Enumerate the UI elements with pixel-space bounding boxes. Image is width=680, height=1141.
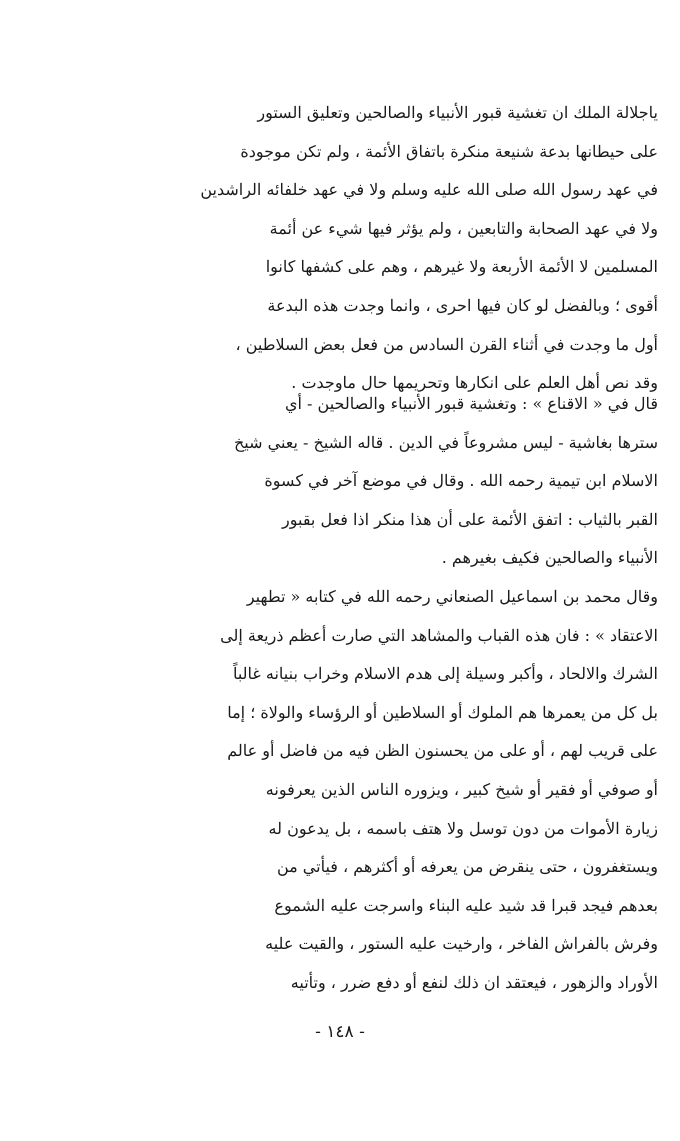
text-line: بعدهم فيجد قبرا قد شيد عليه البناء واسرجت عليه الشموع (274, 895, 658, 915)
page-number: - ١٤٨ - (315, 1022, 365, 1042)
text-line: في عهد رسول الله صلى الله عليه وسلم ولا في عهد خلفائه الراشدين (200, 180, 658, 200)
paragraph-3 (22, 578, 658, 1003)
text-line: أول ما وجدت في أثناء القرن السادس من فعل بعض السلاطين ، (235, 334, 658, 354)
text-line: ياجلالة الملك ان تغشية قبور الأنبياء والصالحين وتعليق الستور (257, 103, 658, 122)
text-line: على حيطانها بدعة شنيعة منكرة باتفاق الأئمة ، ولم تكن موجودة (240, 141, 658, 161)
text-line: الأوراد والزهور ، فيعتقد ان ذلك لنفع أو دفع ضرر ، وتأتيه (290, 972, 658, 992)
text-line: الاعتقاد » : فان هذه القباب والمشاهد التي صارت أعظم ذريعة إلى (220, 625, 658, 645)
text-line: سترها بغاشية - ليس مشروعاً في الدين . قاله الشيخ - يعني شيخ (233, 432, 658, 452)
paragraph-1 (22, 94, 658, 403)
text-line: ولا في عهد الصحابة والتابعين ، ولم يؤثر فيها شيء عن أئمة (269, 218, 658, 238)
paragraph-2 (22, 385, 658, 578)
text-line: أو صوفي أو فقير أو شيخ كبير ، ويزوره الناس الذين يعرفونه (265, 779, 658, 799)
text-line: الأنبياء والصالحين فكيف بغيرهم . (441, 548, 658, 568)
text-line: وقال محمد بن اسماعيل الصنعاني رحمه الله في كتابه « تطهير (246, 587, 658, 606)
text-line: على قريب لهم ، أو على من يحسنون الظن فيه من فاضل أو عالم (227, 741, 658, 761)
text-line: القبر بالثياب : اتفق الأئمة على أن هذا منكر اذا فعل بقبور (282, 509, 658, 529)
text-line: أقوى ؛ وبالفضل لو كان فيها احرى ، وانما وجدت هذه البدعة (267, 295, 658, 315)
text-line: زيارة الأموات من دون توسل ولا هتف باسمه ، بل يدعون له (268, 818, 658, 838)
text-line: وقد نص أهل العلم على انكارها وتحريمها حال ماوجدت . (291, 373, 658, 393)
text-line: الشرك والالحاد ، وأكبر وسيلة إلى هدم الاسلام وخراب بنيانه غالباً (232, 664, 658, 684)
text-line: بل كل من يعمرها هم الملوك أو السلاطين أو الرؤساء والولاة ؛ إما (227, 702, 658, 722)
text-line: المسلمين لا الأئمة الأربعة ولا غيرهم ، وهم على كشفها كانوا (265, 257, 658, 277)
text-line: ويستغفرون ، حتى ينقرض من يعرفه أو أكثرهم ، فيأتي من (276, 857, 658, 877)
text-line: الاسلام ابن تيمية رحمه الله . وقال في موضع آخر في كسوة (264, 471, 658, 491)
text-line: قال في « الاقناع » : وتغشية قبور الأنبياء والصالحين - أي (284, 394, 658, 413)
text-line: وفرش بالفراش الفاخر ، وارخيت عليه الستور ، والقيت عليه (265, 934, 658, 954)
